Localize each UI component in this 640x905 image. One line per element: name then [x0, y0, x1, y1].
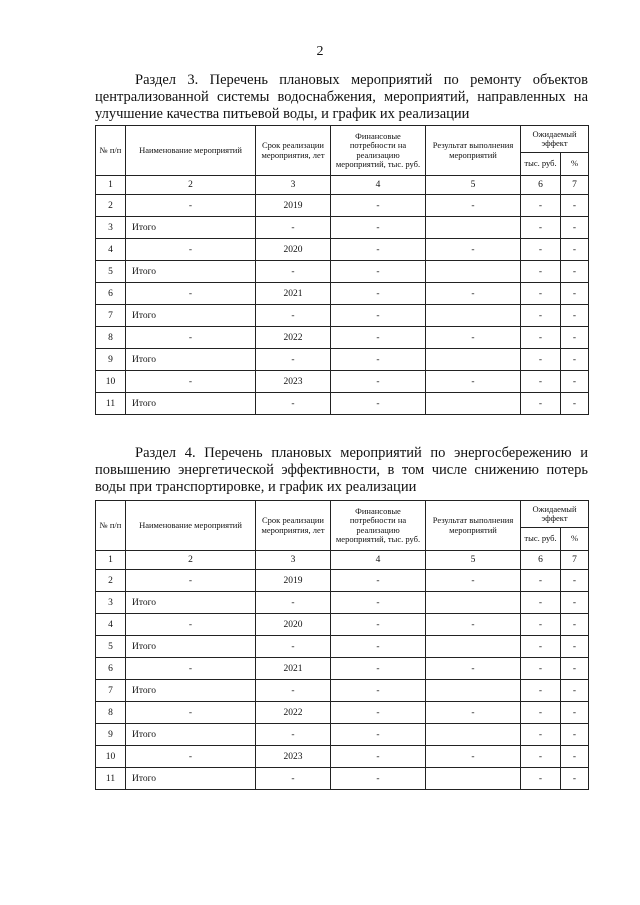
- cell-effect-percent: -: [561, 570, 589, 592]
- cell-finance: -: [331, 305, 426, 327]
- cell-number: 11: [96, 393, 126, 415]
- header-effect-thousand-rub: тыс. руб.: [521, 528, 561, 551]
- cell-finance: -: [331, 746, 426, 768]
- cell-finance: -: [331, 614, 426, 636]
- table-row: [96, 239, 589, 261]
- cell-result: -: [426, 239, 521, 261]
- cell-number: 4: [96, 239, 126, 261]
- cell-number: 8: [96, 702, 126, 724]
- cell-finance: -: [331, 570, 426, 592]
- cell-finance: -: [331, 636, 426, 658]
- cell-result: [426, 393, 521, 415]
- cell-term: -: [256, 768, 331, 790]
- cell-finance: -: [331, 261, 426, 283]
- cell-term: -: [256, 305, 331, 327]
- header-effect-thousand-rub: тыс. руб.: [521, 153, 561, 176]
- cell-number: 5: [96, 636, 126, 658]
- cell-number: 2: [96, 570, 126, 592]
- cell-number: 7: [96, 305, 126, 327]
- cell-result: [426, 592, 521, 614]
- cell-number: 8: [96, 327, 126, 349]
- cell-effect-thousand-rub: -: [521, 327, 561, 349]
- cell-finance: -: [331, 768, 426, 790]
- cell-finance: -: [331, 680, 426, 702]
- cell-number: 3: [96, 217, 126, 239]
- column-number: 6: [521, 176, 561, 195]
- cell-term: -: [256, 724, 331, 746]
- cell-result: -: [426, 702, 521, 724]
- cell-number: 7: [96, 680, 126, 702]
- cell-number: 10: [96, 371, 126, 393]
- table-row: [96, 261, 589, 283]
- header-effect: Ожидаемый эффект: [521, 126, 589, 153]
- cell-name: -: [126, 239, 256, 261]
- cell-effect-percent: -: [561, 305, 589, 327]
- header-result: Результат выполнения мероприятий: [426, 501, 521, 551]
- cell-number: 3: [96, 592, 126, 614]
- cell-effect-thousand-rub: -: [521, 636, 561, 658]
- cell-effect-percent: -: [561, 393, 589, 415]
- cell-term: -: [256, 349, 331, 371]
- header-effect: Ожидаемый эффект: [521, 501, 589, 528]
- cell-number: 6: [96, 658, 126, 680]
- cell-effect-thousand-rub: -: [521, 195, 561, 217]
- cell-name: -: [126, 658, 256, 680]
- table-row: [96, 592, 589, 614]
- cell-effect-thousand-rub: -: [521, 702, 561, 724]
- cell-effect-percent: -: [561, 746, 589, 768]
- cell-name: -: [126, 283, 256, 305]
- cell-name: Итого: [126, 217, 256, 239]
- cell-finance: -: [331, 393, 426, 415]
- column-number: 2: [126, 551, 256, 570]
- cell-result: [426, 768, 521, 790]
- column-number: 4: [331, 176, 426, 195]
- column-numbers-row: [96, 551, 589, 570]
- header-finance: Финансовые потребности на реализацию мероприятий, тыс. руб.: [331, 501, 426, 551]
- column-numbers-row: [96, 176, 589, 195]
- cell-term: -: [256, 261, 331, 283]
- cell-name: Итого: [126, 305, 256, 327]
- cell-result: -: [426, 746, 521, 768]
- cell-finance: -: [331, 658, 426, 680]
- header-finance: Финансовые потребности на реализацию мероприятий, тыс. руб.: [331, 126, 426, 176]
- header-effect-percent: %: [561, 528, 589, 551]
- column-number: 1: [96, 176, 126, 195]
- cell-effect-thousand-rub: -: [521, 658, 561, 680]
- cell-result: [426, 349, 521, 371]
- cell-finance: -: [331, 702, 426, 724]
- cell-number: 9: [96, 349, 126, 371]
- table-row: [96, 570, 589, 592]
- cell-name: Итого: [126, 636, 256, 658]
- cell-effect-percent: -: [561, 327, 589, 349]
- table-row: [96, 283, 589, 305]
- table-row: [96, 195, 589, 217]
- cell-term: 2021: [256, 658, 331, 680]
- cell-number: 11: [96, 768, 126, 790]
- cell-finance: -: [331, 327, 426, 349]
- cell-effect-thousand-rub: -: [521, 261, 561, 283]
- cell-effect-percent: -: [561, 261, 589, 283]
- table-row: [96, 636, 589, 658]
- cell-name: Итого: [126, 768, 256, 790]
- page-number: 2: [316, 44, 324, 59]
- column-number: 1: [96, 551, 126, 570]
- cell-term: -: [256, 217, 331, 239]
- cell-effect-percent: -: [561, 349, 589, 371]
- cell-effect-thousand-rub: -: [521, 393, 561, 415]
- cell-effect-percent: -: [561, 217, 589, 239]
- cell-result: [426, 680, 521, 702]
- table-row: [96, 702, 589, 724]
- cell-effect-thousand-rub: -: [521, 570, 561, 592]
- cell-result: [426, 217, 521, 239]
- cell-effect-thousand-rub: -: [521, 724, 561, 746]
- cell-effect-thousand-rub: -: [521, 349, 561, 371]
- column-number: 5: [426, 551, 521, 570]
- cell-result: -: [426, 195, 521, 217]
- cell-effect-percent: -: [561, 614, 589, 636]
- column-number: 3: [256, 551, 331, 570]
- cell-term: 2023: [256, 371, 331, 393]
- cell-effect-percent: -: [561, 658, 589, 680]
- header-effect-percent: %: [561, 153, 589, 176]
- column-number: 2: [126, 176, 256, 195]
- cell-name: Итого: [126, 592, 256, 614]
- table-row: [96, 680, 589, 702]
- cell-name: -: [126, 327, 256, 349]
- cell-effect-percent: -: [561, 239, 589, 261]
- cell-effect-percent: -: [561, 283, 589, 305]
- cell-result: -: [426, 614, 521, 636]
- section-3-title: Раздел 3. Перечень плановых мероприятий по ремонту объектов централизованной системы водоснабжения, мероприятий, направленных на улучшение качества питьевой воды, и график их реализации: [95, 72, 588, 122]
- cell-term: -: [256, 636, 331, 658]
- cell-effect-thousand-rub: -: [521, 746, 561, 768]
- cell-result: -: [426, 327, 521, 349]
- cell-name: Итого: [126, 680, 256, 702]
- table-row: [96, 305, 589, 327]
- header-term: Срок реализации мероприятия, лет: [256, 126, 331, 176]
- table-row: [96, 614, 589, 636]
- cell-effect-percent: -: [561, 768, 589, 790]
- cell-effect-percent: -: [561, 195, 589, 217]
- cell-effect-thousand-rub: -: [521, 680, 561, 702]
- table-row: [96, 768, 589, 790]
- cell-effect-thousand-rub: -: [521, 371, 561, 393]
- column-number: 5: [426, 176, 521, 195]
- cell-effect-percent: -: [561, 636, 589, 658]
- cell-effect-thousand-rub: -: [521, 592, 561, 614]
- section-3-table: [95, 125, 589, 415]
- table-row: [96, 658, 589, 680]
- cell-finance: -: [331, 283, 426, 305]
- cell-name: -: [126, 702, 256, 724]
- cell-effect-thousand-rub: -: [521, 239, 561, 261]
- cell-term: -: [256, 393, 331, 415]
- table-row: [96, 393, 589, 415]
- column-number: 6: [521, 551, 561, 570]
- cell-name: Итого: [126, 349, 256, 371]
- cell-result: [426, 261, 521, 283]
- section-4-table: [95, 500, 589, 790]
- cell-effect-thousand-rub: -: [521, 217, 561, 239]
- cell-number: 6: [96, 283, 126, 305]
- cell-finance: -: [331, 724, 426, 746]
- cell-finance: -: [331, 217, 426, 239]
- cell-term: 2022: [256, 702, 331, 724]
- cell-name: -: [126, 371, 256, 393]
- cell-term: -: [256, 680, 331, 702]
- header-term: Срок реализации мероприятия, лет: [256, 501, 331, 551]
- table-row: [96, 371, 589, 393]
- cell-finance: -: [331, 592, 426, 614]
- cell-term: 2021: [256, 283, 331, 305]
- table-row: [96, 746, 589, 768]
- cell-effect-thousand-rub: -: [521, 614, 561, 636]
- column-number: 3: [256, 176, 331, 195]
- cell-result: [426, 636, 521, 658]
- table-row: [96, 724, 589, 746]
- cell-result: -: [426, 371, 521, 393]
- cell-effect-percent: -: [561, 592, 589, 614]
- cell-term: 2020: [256, 614, 331, 636]
- cell-effect-percent: -: [561, 702, 589, 724]
- cell-number: 4: [96, 614, 126, 636]
- table-row: [96, 217, 589, 239]
- cell-finance: -: [331, 239, 426, 261]
- cell-term: 2023: [256, 746, 331, 768]
- cell-name: Итого: [126, 724, 256, 746]
- cell-result: -: [426, 570, 521, 592]
- column-number: 7: [561, 551, 589, 570]
- cell-effect-percent: -: [561, 680, 589, 702]
- cell-term: -: [256, 592, 331, 614]
- header-name: Наименование мероприятий: [126, 501, 256, 551]
- cell-name: Итого: [126, 261, 256, 283]
- cell-finance: -: [331, 195, 426, 217]
- cell-term: 2022: [256, 327, 331, 349]
- cell-number: 9: [96, 724, 126, 746]
- cell-term: 2019: [256, 570, 331, 592]
- cell-effect-percent: -: [561, 371, 589, 393]
- table-row: [96, 327, 589, 349]
- header-name: Наименование мероприятий: [126, 126, 256, 176]
- cell-effect-percent: -: [561, 724, 589, 746]
- header-number: № п/п: [96, 501, 126, 551]
- cell-number: 10: [96, 746, 126, 768]
- cell-effect-thousand-rub: -: [521, 768, 561, 790]
- cell-result: -: [426, 283, 521, 305]
- column-number: 7: [561, 176, 589, 195]
- column-number: 4: [331, 551, 426, 570]
- cell-term: 2019: [256, 195, 331, 217]
- section-4-title: Раздел 4. Перечень плановых мероприятий по энергосбережению и повышению энергетической эффективности, в том числе снижению потерь воды при транспортировке, и график их реализации: [95, 445, 588, 495]
- cell-effect-thousand-rub: -: [521, 305, 561, 327]
- cell-result: [426, 305, 521, 327]
- header-result: Результат выполнения мероприятий: [426, 126, 521, 176]
- cell-name: -: [126, 746, 256, 768]
- header-number: № п/п: [96, 126, 126, 176]
- cell-number: 5: [96, 261, 126, 283]
- cell-result: -: [426, 658, 521, 680]
- cell-finance: -: [331, 349, 426, 371]
- cell-term: 2020: [256, 239, 331, 261]
- cell-effect-thousand-rub: -: [521, 283, 561, 305]
- cell-finance: -: [331, 371, 426, 393]
- cell-number: 2: [96, 195, 126, 217]
- cell-name: Итого: [126, 393, 256, 415]
- table-row: [96, 349, 589, 371]
- cell-name: -: [126, 195, 256, 217]
- cell-name: -: [126, 570, 256, 592]
- cell-name: -: [126, 614, 256, 636]
- cell-result: [426, 724, 521, 746]
